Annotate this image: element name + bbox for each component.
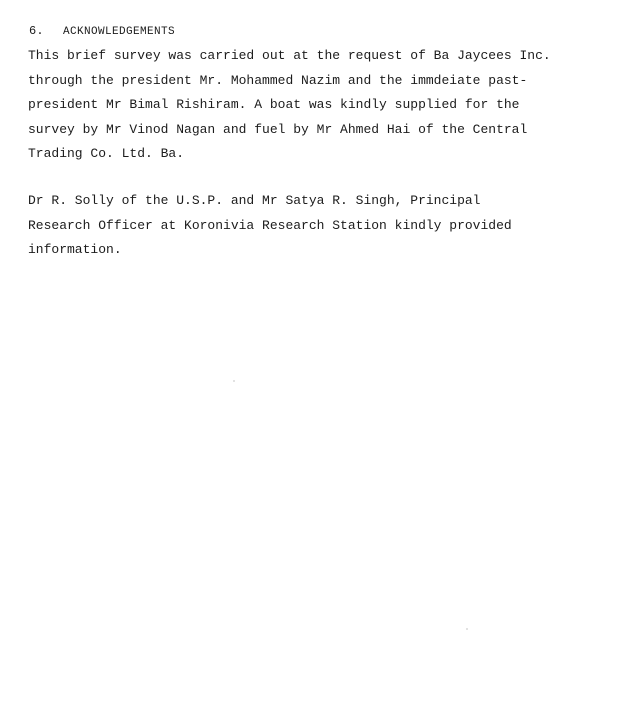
- section-number: 6.: [29, 24, 44, 38]
- paragraph-line: Trading Co. Ltd. Ba.: [28, 146, 185, 161]
- paragraph-line: information.: [28, 242, 122, 257]
- paragraph-line: Dr R. Solly of the U.S.P. and Mr Satya R. Singh, Principal: [28, 193, 481, 208]
- scan-speck: [233, 380, 235, 382]
- paragraph-line: president Mr Bimal Rishiram. A boat was kindly supplied for the: [28, 97, 520, 112]
- paragraph-line: survey by Mr Vinod Nagan and fuel by Mr Ahmed Hai of the Central: [28, 121, 528, 137]
- section-title: ACKNOWLEDGEMENTS: [63, 26, 176, 38]
- scan-speck: [466, 628, 468, 630]
- acknowledgement-paragraph-2: [28, 189, 512, 263]
- paragraph-line: This brief survey was carried out at the request of Ba Jaycees Inc.: [28, 48, 551, 63]
- paragraph-line: through the president Mr. Mohammed Nazim and the immdeiate past-: [28, 72, 528, 88]
- paragraph-line: Research Officer at Koronivia Research Station kindly provided: [28, 217, 512, 233]
- acknowledgement-paragraph-1: [28, 44, 551, 167]
- section-heading: [29, 24, 175, 38]
